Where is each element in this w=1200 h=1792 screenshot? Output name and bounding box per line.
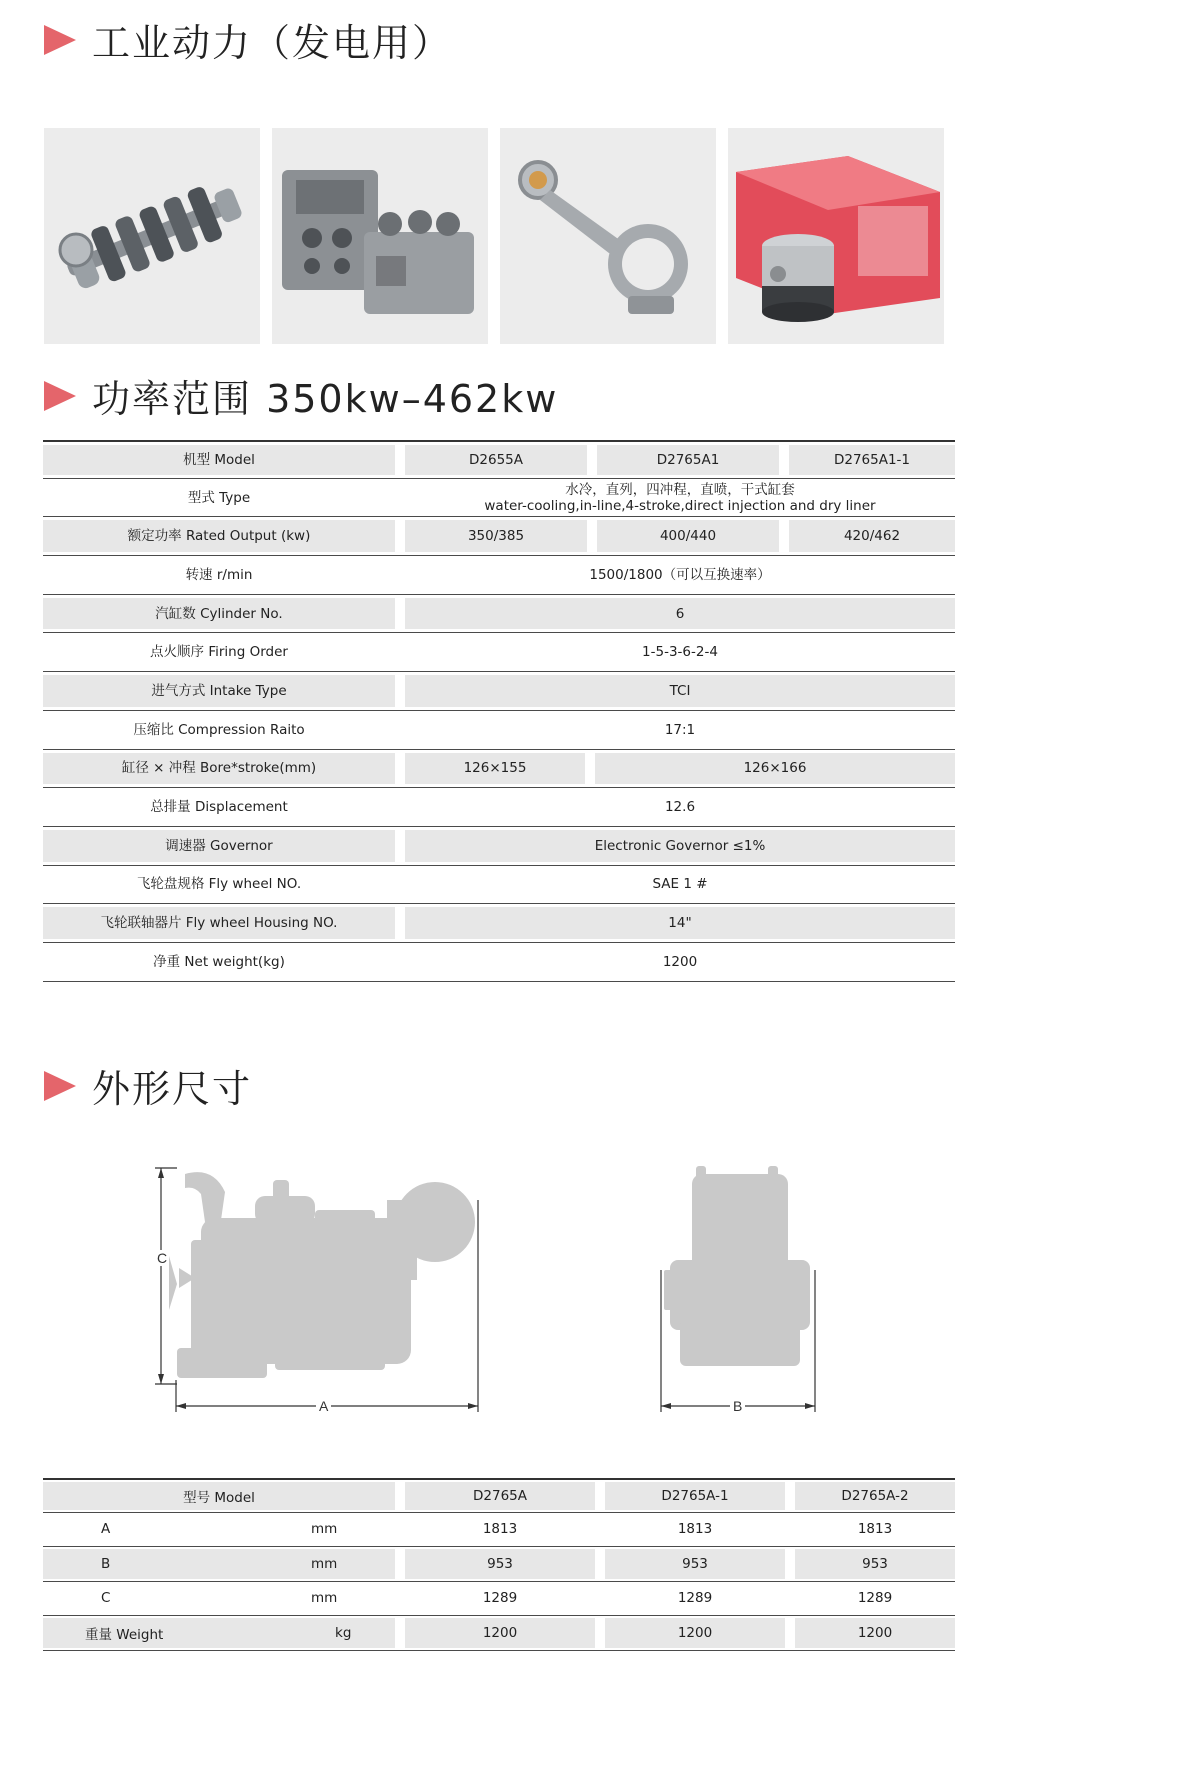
value-cell: 1500/1800（可以互换速率） [589,566,771,583]
row-label: 压缩比 Compression Raito [133,721,305,738]
heading-text: 功率范围 350kw–462kw [92,377,559,421]
row-label: 型式 Type [187,489,251,506]
value-cell: 14" [405,907,955,939]
value-cell: 1289 [857,1590,893,1607]
type-cn: 水冷，直列，四冲程，直喷，干式缸套 [565,481,795,498]
value-cell: 400/440 [597,520,779,552]
dimension-table [43,1478,955,1651]
value-cell: SAE 1 # [652,876,708,893]
section-heading-industrial [44,12,452,67]
value-cell: TCI [405,675,955,707]
table-row [43,672,955,711]
section-heading-power-range [44,368,558,423]
row-label [43,1515,395,1545]
model-cell: D2765A1-1 [789,445,955,475]
table-row [43,866,955,905]
dim-name: C [101,1590,111,1607]
piston-photo [728,128,944,344]
heading-text: 外形尺寸 [92,1067,253,1111]
row-label: 转速 r/min [185,566,253,583]
table-row [43,633,955,672]
heading-text: 工业动力（发电用） [92,21,453,65]
table-row [43,479,955,518]
row-label [43,1482,395,1510]
model-cell: D2765A1 [597,445,779,475]
value-cell: 126×166 [595,753,955,785]
table-row [43,904,955,943]
value-cell: 126×155 [405,753,585,785]
dim-unit: mm [311,1555,338,1572]
row-label: 总排量 Displacement [150,799,288,816]
dim-unit: mm [311,1521,338,1538]
table-row [43,827,955,866]
value-cell: 953 [795,1549,955,1579]
value-cell: 1813 [482,1521,518,1538]
value-cell: 1200 [795,1618,955,1648]
row-label: 飞轮盘规格 Fly wheel NO. [136,876,302,893]
row-label: 净重 Net weight(kg) [153,953,285,970]
table-row [43,556,955,595]
table-row [43,1547,955,1582]
value-cell: 1289 [677,1590,713,1607]
model-cell: D2765A [405,1482,595,1510]
value-cell: 6 [405,598,955,630]
row-label: 额定功率 Rated Output (kw) [43,520,395,552]
connecting-rod-photo [500,128,716,344]
triangle-bullet-icon [44,25,76,55]
triangle-bullet-icon [44,381,76,411]
crankshaft-photo [44,128,260,344]
row-label: 飞轮联轴器片 Fly wheel Housing NO. [43,907,395,939]
type-en: water-cooling,in-line,4-stroke,direct injection and dry liner [484,497,876,514]
table-row [43,1513,955,1548]
model-label: 型号 Model [183,1489,255,1506]
model-cell: D2765A-2 [795,1482,955,1510]
value-cell: 12.6 [664,799,696,816]
value-cell: 1200 [405,1618,595,1648]
value-cell: 1200 [605,1618,785,1648]
dimension-label-a: A [316,1398,331,1414]
value-cell: 420/462 [789,520,955,552]
row-label: 机型 Model [43,445,395,475]
engine-side-view-diagram [155,1160,495,1420]
dimension-label-c: C [157,1250,168,1266]
model-cell: D2655A [405,445,587,475]
dim-unit: kg [335,1624,352,1641]
table-row [43,943,955,982]
section-heading-dimensions [44,1058,252,1113]
table-row [43,595,955,634]
value-cell: 1289 [482,1590,518,1607]
row-label [43,1618,395,1648]
value-cell: Electronic Governor ≤1% [405,830,955,862]
table-row [43,711,955,750]
engine-front-view-diagram [650,1160,830,1420]
row-label [43,1584,395,1614]
value-cell: 1813 [857,1521,893,1538]
table-row [43,517,955,556]
value-cell: 1813 [677,1521,713,1538]
dim-name: 重量 Weight [85,1626,164,1643]
table-row [43,788,955,827]
row-label: 进气方式 Intake Type [43,675,395,707]
row-label: 点火顺序 Firing Order [150,644,288,661]
model-cell: D2765A-1 [605,1482,785,1510]
table-row [43,1616,955,1651]
value-cell: 1200 [662,953,698,970]
table-row [43,1582,955,1617]
dim-name: A [101,1521,111,1538]
dim-name: B [101,1555,111,1572]
parts-photo-row [44,128,944,344]
cylinder-head-photo [272,128,488,344]
table-row [43,1478,955,1513]
value-cell: 953 [605,1549,785,1579]
value-cell: 1-5-3-6-2-4 [642,644,718,661]
dimension-label-b: B [730,1398,745,1414]
table-row [43,440,955,479]
value-cell: 953 [405,1549,595,1579]
row-label: 缸径 × 冲程 Bore*stroke(mm) [43,753,395,785]
type-cell [405,482,955,514]
table-row [43,750,955,789]
row-label [43,1549,395,1579]
value-cell: 350/385 [405,520,587,552]
dim-unit: mm [311,1590,338,1607]
row-label: 汽缸数 Cylinder No. [43,598,395,630]
triangle-bullet-icon [44,1071,76,1101]
spec-table [43,440,955,982]
value-cell: 17:1 [664,721,696,738]
row-label: 调速器 Governor [43,830,395,862]
